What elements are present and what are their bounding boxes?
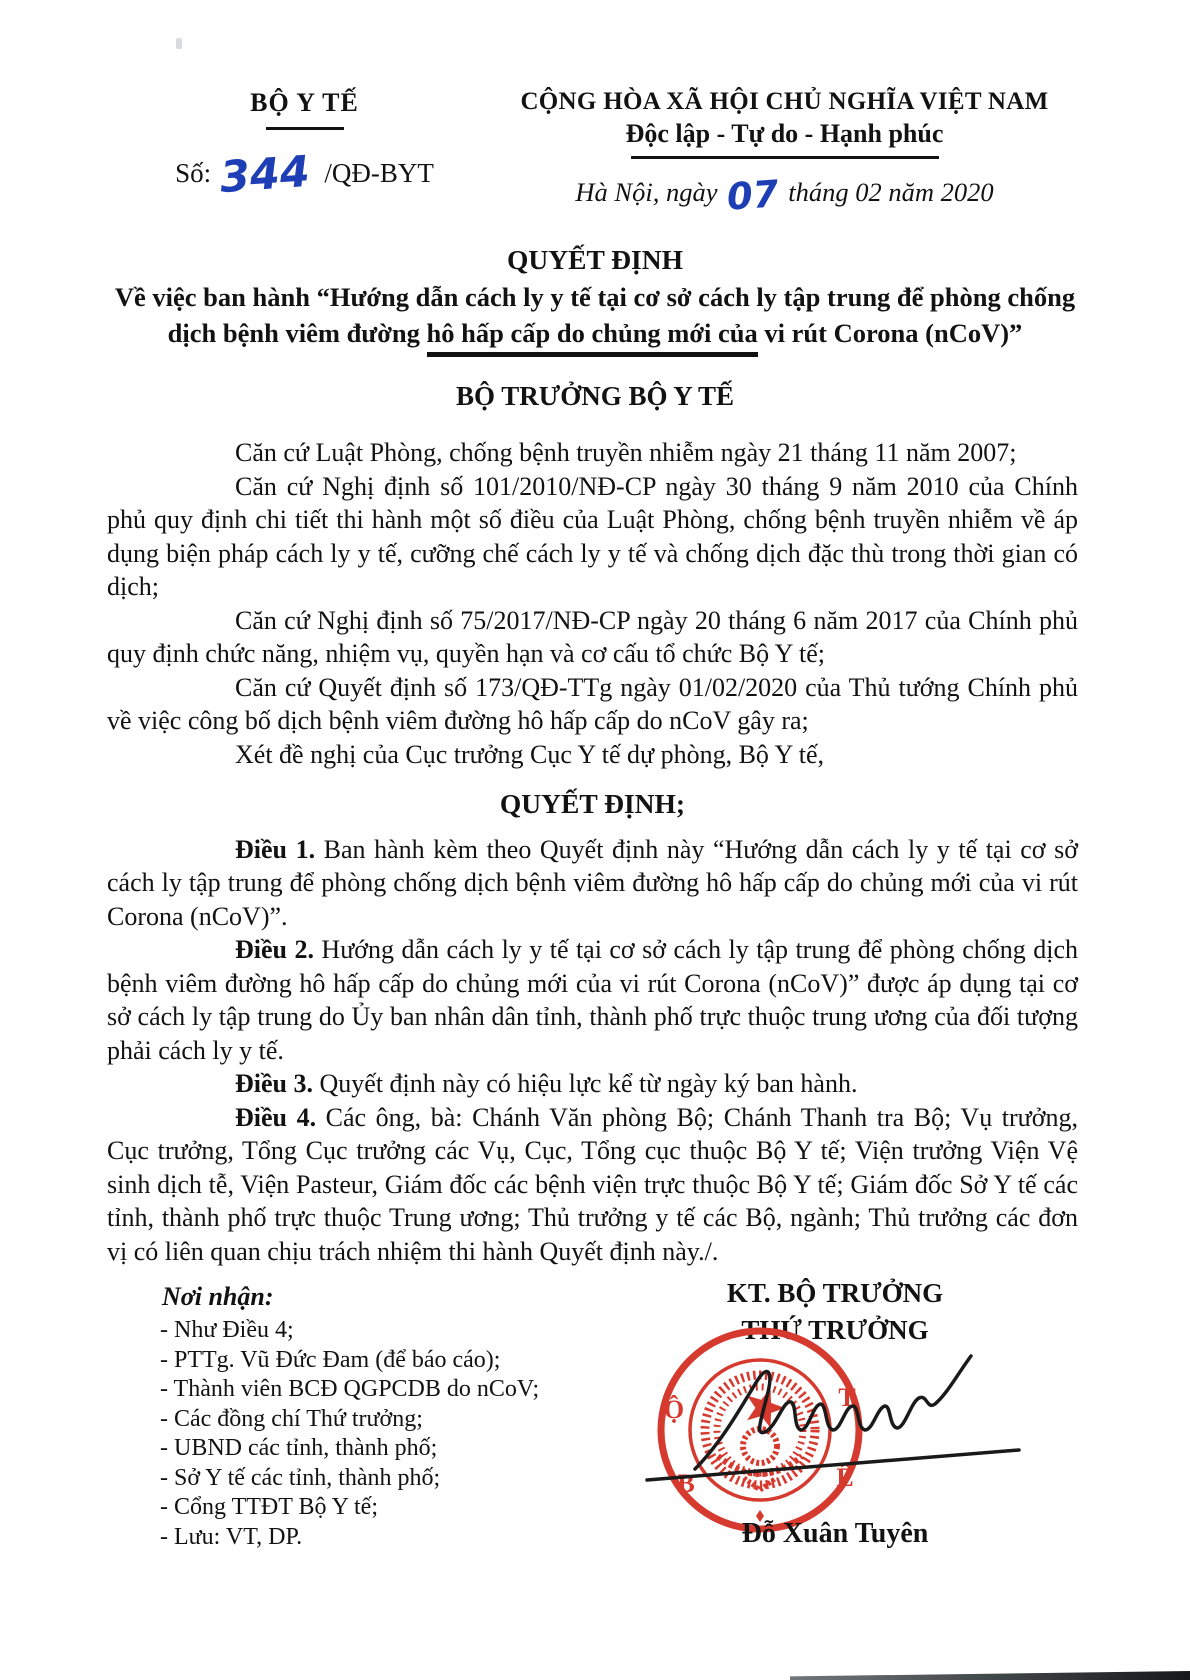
article-text: Quyết định này có hiệu lực kể từ ngày ký ban hành. [313, 1069, 858, 1099]
date-suffix: tháng 02 năm 2020 [788, 177, 994, 207]
signer-title-line: THỨ TRƯỞNG [741, 1315, 929, 1345]
issuing-agency-block [132, 88, 477, 212]
article-text: Hướng dẫn cách ly y tế tại cơ sở cách ly tập trung để phòng chống dịch bệnh viêm đường hô hấp cấp do chủng mới của vi rút Corona (nCoV)” được áp dụng tại cơ sở cách ly tập trung do Ủy ban nhân dân tỉnh, thành phố trực thuộc trung ương của đối tượng phải cách ly y tế. [107, 935, 1079, 1065]
preamble-paragraph: Xét đề nghị của Cục trưởng Cục Y tế dự phòng, Bộ Y tế, [235, 739, 825, 769]
subject-line-2: dịch bệnh viêm đường hô hấp cấp do chủng mới của vi rút Corona (nCoV)” [0, 315, 1190, 351]
recipients-heading: Nơi nhận: [162, 1282, 274, 1311]
handwritten-number: 344 [218, 146, 312, 204]
scan-edge-artifact [790, 1671, 1190, 1680]
number-suffix: /QĐ-BYT [324, 158, 434, 188]
recipient-item: - Các đồng chí Thứ trưởng; [160, 1405, 423, 1432]
scan-speck [176, 38, 182, 49]
signer-authority-line: KT. BỘ TRƯỞNG [726, 1278, 944, 1308]
seal-letter: Ộ [663, 1395, 685, 1424]
recipient-item: - Cổng TTĐT Bộ Y tế; [160, 1494, 378, 1520]
decision-heading: QUYẾT ĐỊNH; [499, 788, 686, 820]
preamble-paragraph: Căn cứ Luật Phòng, chống bệnh truyền nhiễm ngày 21 tháng 11 năm 2007; [235, 438, 1017, 468]
recipient-item: - Thành viên BCĐ QGPCDB do nCoV; [160, 1376, 540, 1402]
article-text: Các ông, bà: Chánh Văn phòng Bộ; Chánh Thanh tra Bộ; Vụ trưởng, Cục trưởng, Tổng Cục trưởng các Vụ, Cục, Tổng cục thuộc Bộ Y tế; Viện trưởng Viện Vệ sinh dịch tễ, Viện Pasteur, Giám đốc các bệnh viện trực thuộc Bộ Y tế; Giám đốc Sở Y tế các tỉnh, thành phố trực thuộc Trung ương; Thủ trưởng y tế các Bộ, ngành; Thủ trưởng các đơn vị có liên quan chịu trách nhiệm thi hành Quyết định này./. [107, 1102, 1078, 1266]
national-title: CỘNG HÒA XÃ HỘI CHỦ NGHĨA VIỆT NAM [520, 88, 1049, 115]
handwritten-signature-icon [635, 1344, 1035, 1494]
preamble-paragraph: Căn cứ Nghị định số 101/2010/NĐ-CP ngày 30 tháng 9 năm 2010 của Chính phủ quy định chi tiết thi hành một số điều của Luật Phòng, chống bệnh truyền nhiễm về áp dụng biện pháp cách ly y tế, cưỡng chế cách ly y tế và chống dịch đặc thù trong thời gian có dịch; [107, 471, 1078, 602]
article-label: Điều 3. [235, 1069, 313, 1099]
article-label: Điều 2. [235, 935, 314, 965]
document-subject-title [0, 279, 1190, 351]
article-paragraphs [107, 833, 1078, 1269]
article-paragraph [107, 1067, 1078, 1101]
document-kind-title: QUYẾT ĐỊNH [507, 244, 683, 276]
preamble-paragraphs [107, 436, 1078, 771]
motto-underline [631, 156, 939, 159]
seal-letter: Ế [836, 1463, 854, 1492]
article-paragraph [107, 933, 1078, 1067]
number-prefix: Số: [175, 158, 212, 188]
subject-line-1: Về việc ban hành “Hướng dẫn cách ly y tế tại cơ sở cách ly tập trung để phòng chống [114, 282, 1076, 313]
handwritten-day: 07 [725, 172, 781, 219]
place-date-line [477, 172, 1092, 219]
recipient-item: - UBND các tỉnh, thành phố; [160, 1435, 438, 1461]
document-footer [0, 1270, 1190, 1570]
issuing-authority-title: BỘ TRƯỞNG BỘ Y TẾ [455, 381, 735, 412]
document-number [132, 146, 477, 204]
seal-letter: T [838, 1383, 856, 1412]
document-header [0, 0, 1190, 219]
article-paragraph [107, 833, 1078, 934]
article-text: Ban hành kèm theo Quyết định này “Hướng dẫn cách ly y tế tại cơ sở cách ly tập trung để phòng chống dịch bệnh viêm đường hô hấp cấp do chủng mới của vi rút Corona (nCoV)”. [107, 834, 1078, 931]
national-motto: Độc lập - Tự do - Hạnh phúc [625, 119, 944, 148]
recipient-item: - PTTg. Vũ Đức Đam (để báo cáo); [160, 1346, 501, 1373]
agency-underline [266, 127, 344, 130]
signature-block [600, 1278, 1070, 1549]
article-paragraph [107, 1101, 1078, 1269]
national-heading-block [477, 88, 1092, 219]
signer-name: Đỗ Xuân Tuyên [741, 1518, 929, 1549]
underlined-phrase: hô hấp cấp do chủng mới của [427, 318, 758, 357]
recipient-item: - Như Điều 4; [160, 1317, 294, 1343]
article-label: Điều 4. [235, 1102, 317, 1132]
recipient-item: - Sở Y tế các tỉnh, thành phố; [160, 1464, 441, 1491]
document-body [107, 436, 1078, 1268]
seal-letter: B [677, 1469, 695, 1498]
preamble-paragraph: Căn cứ Quyết định số 173/QĐ-TTg ngày 01/02/2020 của Thủ tướng Chính phủ về việc công bố dịch bệnh viêm đường hô hấp cấp do nCoV gây ra; [107, 672, 1078, 736]
date-prefix: Hà Nội, ngày [575, 177, 718, 207]
recipients-block [160, 1282, 539, 1552]
article-label: Điều 1. [235, 834, 316, 864]
recipient-item: - Lưu: VT, DP. [160, 1523, 303, 1550]
agency-name: BỘ Y TẾ [250, 88, 359, 117]
preamble-paragraph: Căn cứ Nghị định số 75/2017/NĐ-CP ngày 20 tháng 6 năm 2017 của Chính phủ quy định chức năng, nhiệm vụ, quyền hạn và cơ cấu tổ chức Bộ Y tế; [107, 605, 1078, 669]
recipients-list [160, 1316, 539, 1552]
